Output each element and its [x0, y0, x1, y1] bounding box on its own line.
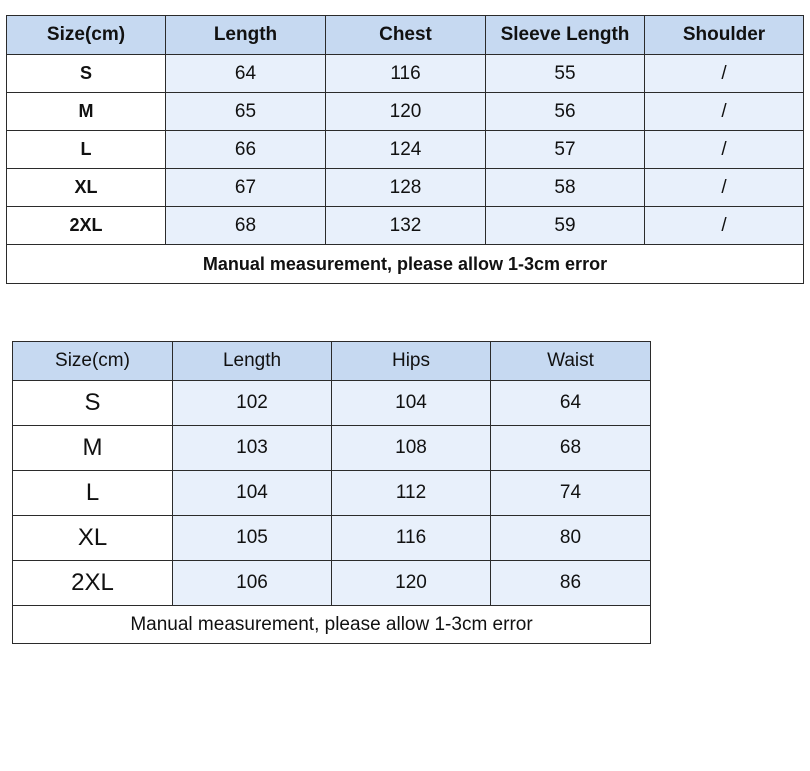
table-row: [7, 55, 804, 93]
table-header-row: [13, 342, 651, 381]
column-header: Size(cm): [13, 342, 173, 381]
table-cell: 105: [173, 516, 332, 561]
top-size-chart: [6, 15, 804, 284]
table-cell: 86: [491, 561, 651, 606]
table-row: [7, 131, 804, 169]
table-cell: 103: [173, 426, 332, 471]
table-cell: 102: [173, 381, 332, 426]
table-cell: 55: [486, 55, 645, 93]
size-cell: M: [13, 426, 173, 471]
table-cell: 124: [326, 131, 486, 169]
table-cell: 104: [173, 471, 332, 516]
measurement-note: Manual measurement, please allow 1-3cm error: [7, 245, 804, 284]
column-header: Hips: [332, 342, 491, 381]
size-cell: S: [7, 55, 166, 93]
table-cell: 116: [326, 55, 486, 93]
table-cell: 56: [486, 93, 645, 131]
size-cell: L: [7, 131, 166, 169]
table-cell: 67: [166, 169, 326, 207]
table-cell: /: [645, 131, 804, 169]
table-row: [13, 471, 651, 516]
table-cell: /: [645, 55, 804, 93]
table-cell: 80: [491, 516, 651, 561]
table-row: [13, 516, 651, 561]
size-cell: L: [13, 471, 173, 516]
table-cell: /: [645, 169, 804, 207]
table-cell: 65: [166, 93, 326, 131]
table-cell: 128: [326, 169, 486, 207]
size-cell: M: [7, 93, 166, 131]
size-cell: S: [13, 381, 173, 426]
column-header: Length: [173, 342, 332, 381]
table-cell: 64: [166, 55, 326, 93]
table-cell: 104: [332, 381, 491, 426]
table-row: [13, 381, 651, 426]
table-cell: 58: [486, 169, 645, 207]
bottom-size-chart: [12, 341, 651, 644]
measurement-note: Manual measurement, please allow 1-3cm error: [13, 606, 651, 644]
table-row: [13, 426, 651, 471]
table-cell: 68: [491, 426, 651, 471]
column-header: Shoulder: [645, 16, 804, 55]
table-cell: 68: [166, 207, 326, 245]
table-cell: 120: [326, 93, 486, 131]
table-cell: 120: [332, 561, 491, 606]
table-cell: 59: [486, 207, 645, 245]
table-note-row: [13, 606, 651, 644]
column-header: Chest: [326, 16, 486, 55]
table-cell: 108: [332, 426, 491, 471]
table-header-row: [7, 16, 804, 55]
column-header: Length: [166, 16, 326, 55]
size-cell: 2XL: [13, 561, 173, 606]
table-row: [13, 561, 651, 606]
column-header: Size(cm): [7, 16, 166, 55]
size-cell: XL: [7, 169, 166, 207]
table-cell: 64: [491, 381, 651, 426]
table-cell: 66: [166, 131, 326, 169]
table-cell: 116: [332, 516, 491, 561]
table-cell: /: [645, 207, 804, 245]
column-header: Waist: [491, 342, 651, 381]
table-row: [7, 207, 804, 245]
size-cell: XL: [13, 516, 173, 561]
table-cell: 112: [332, 471, 491, 516]
table-row: [7, 169, 804, 207]
table-cell: /: [645, 93, 804, 131]
table-note-row: [7, 245, 804, 284]
table-row: [7, 93, 804, 131]
table-cell: 74: [491, 471, 651, 516]
table-cell: 132: [326, 207, 486, 245]
table-cell: 106: [173, 561, 332, 606]
column-header: Sleeve Length: [486, 16, 645, 55]
table-cell: 57: [486, 131, 645, 169]
size-cell: 2XL: [7, 207, 166, 245]
